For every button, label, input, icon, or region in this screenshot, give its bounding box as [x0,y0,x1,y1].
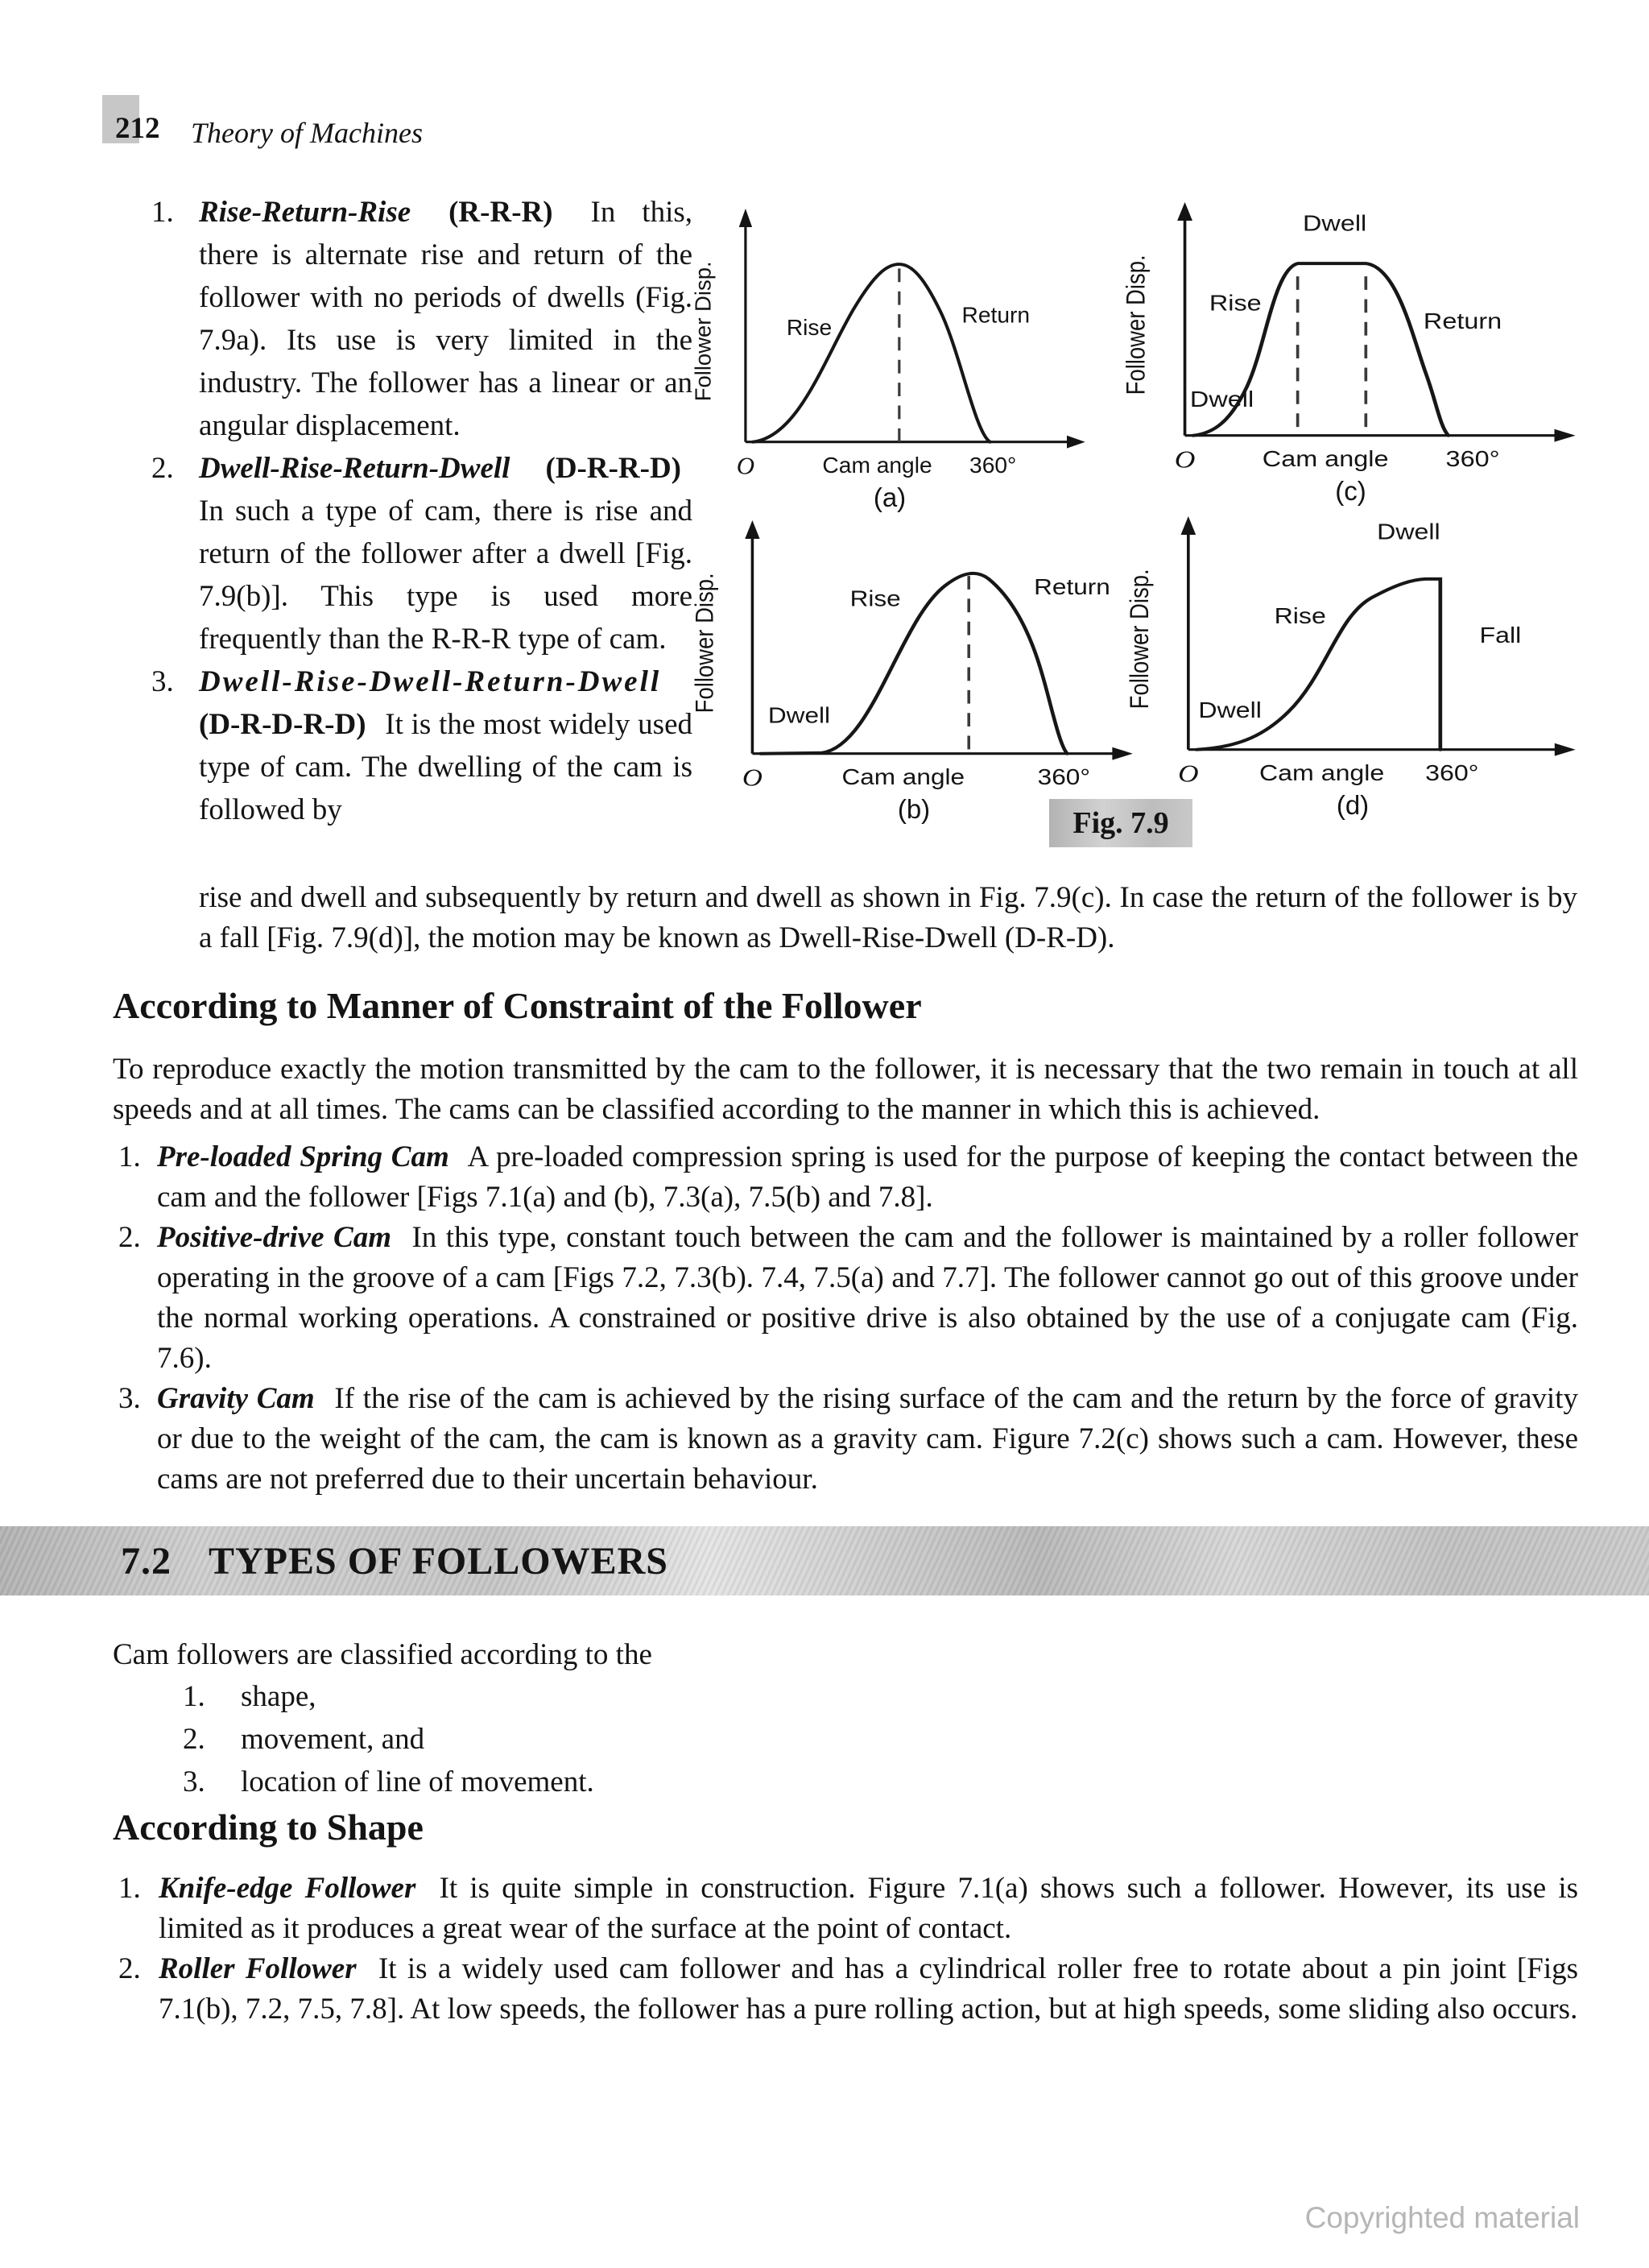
item-abbr: (R-R-R) [448,196,553,229]
cam-angle-label: Cam angle [1262,447,1389,472]
fall-label: Fall [1479,623,1522,648]
item-term: Pre-loaded Spring Cam [157,1140,449,1173]
section-number: 7.2 [121,1539,172,1583]
item-content [157,1218,1578,1379]
item-text: In this, there is alternate rise and return of the follower with no periods of dwells (Fig. 7.9a). Its use is very limited in the industry. The follower has a linear or an angular displacement. [199,196,693,442]
return-label: Return [961,303,1031,328]
page-header [102,95,585,151]
cam-angle-label: Cam angle [1259,760,1385,786]
follower-disp-label: Follower Disp. [1122,255,1151,395]
dwell-bottom-label: Dwell [1198,697,1262,723]
constraint-list [118,1137,1578,1500]
list-item [151,660,692,831]
chart-caption: (d) [1336,790,1370,820]
y-axis-arrow [739,209,752,227]
item-text: movement, and [241,1723,425,1756]
x-axis-arrow [1067,436,1085,449]
item-number: 2. [151,452,174,485]
rise-label: Rise [786,315,833,340]
item-number: 1. [151,196,174,229]
item-term: Rise-Return-Rise [199,196,411,229]
cam-type-list [151,191,692,831]
figure-caption: Fig. 7.9 [1072,806,1169,840]
dwell-top-label: Dwell [1303,211,1367,236]
chart-a [688,196,1091,513]
dwell-top-label: Dwell [1377,519,1440,544]
item-text: In such a type of cam, there is rise and return of the follower after a dwell [Fig. 7.9(b)]. This type is used more frequently than the R-R-R type of cam. [199,495,692,656]
section-banner [0,1526,1649,1595]
origin-label: O [1178,760,1199,788]
xmax-label: 360° [1445,447,1500,472]
dwell-bottom-label: Dwell [1189,387,1254,412]
cam-angle-label: Cam angle [841,764,965,790]
list-item [118,1379,1578,1500]
item-number: 2. [118,1952,141,1985]
watermark: Copyrighted material [1304,2201,1580,2234]
chart-b [688,507,1139,825]
item-number: 3. [151,665,174,698]
item-text: If the rise of the cam is achieved by the rising surface of the cam and the return by the force of gravity or due to the weight of the cam, the cam is known as a gravity cam. Figure 7.2(c) shows such a cam. However, these cams are not preferred due to their uncertain behaviour. [157,1382,1578,1496]
y-axis-arrow [745,520,759,539]
y-axis-arrow [1181,516,1196,535]
item-abbr: (D-R-D-R-D) [199,708,366,741]
follower-disp-label: Follower Disp. [1126,569,1155,710]
chart-d [1123,503,1582,821]
followers-intro: Cam followers are classified according to the [113,1638,652,1671]
xmax-label: 360° [1425,760,1479,786]
origin-label: O [742,764,763,792]
list-item [151,447,692,660]
item-text: It is a widely used cam follower and has a cylindrical roller free to rotate about a pin joint [Figs 7.1(b), 7.2, 7.5, 7.8]. At low speeds, the follower has a pure rolling action, but at high speeds, some sliding also occurs. [159,1952,1578,2026]
cam-angle-label: Cam angle [822,453,932,478]
list-item [151,191,692,447]
origin-label: O [736,452,755,480]
item-content [157,1379,1578,1500]
list-item [183,1761,594,1803]
item-content [159,1949,1578,2030]
follower-disp-label: Follower Disp. [689,261,716,402]
item-number: 3. [183,1765,205,1798]
item-number: 1. [118,1872,141,1905]
follower-disp-label: Follower Disp. [690,573,720,714]
item-content [199,660,692,831]
list-item [183,1675,594,1718]
return-label: Return [1423,309,1502,334]
list-item [118,1949,1578,2030]
item-number: 2. [183,1723,205,1756]
item-number: 1. [183,1680,205,1713]
section-heading-shape: According to Shape [113,1807,424,1848]
list-item [118,1137,1578,1218]
item-abbr: (D-R-R-D) [545,452,681,485]
item-number: 2. [118,1221,141,1254]
constraint-intro: To reproduce exactly the motion transmitted by the cam to the follower, it is necessary that the two remain in touch at all speeds and at all times. The cams can be classified according to the manner in which this is achieved. [113,1053,1578,1126]
dwell-bottom-label: Dwell [767,703,831,729]
section-banner-text [121,1539,668,1583]
classification-list [183,1675,594,1803]
item-text: In this type, constant touch between the cam and the follower is maintained by a roller follower operating in the groove of a cam [Figs 7.2, 7.3(b). 7.4, 7.5(a) and 7.7]. The follower cannot go out of this groove under the normal working operations. A constrained or positive drive is also obtained by the use of a conjugate cam (Fig. 7.6). [157,1221,1579,1375]
xmax-label: 360° [969,453,1017,478]
item-text: A pre-loaded compression spring is used for the purpose of keeping the contact between the cam and the follower [Figs 7.1(a) and (b), 7.3(a), 7.5(b) and 7.8]. [157,1140,1578,1214]
item-term: Knife-edge Follower [159,1872,416,1905]
cam-type-continuation: rise and dwell and subsequently by return and dwell as shown in Fig. 7.9(c). In case the return of the follower is by a fall [Fig. 7.9(d)], the motion may be known as Dwell-Rise-Dwell (D-R-D). [199,881,1577,954]
x-axis-arrow [1555,743,1576,756]
page-number: 212 [115,112,160,145]
item-text: location of line of movement. [241,1765,594,1798]
running-title: Theory of Machines [191,117,423,149]
item-text: shape, [241,1680,316,1713]
item-content [157,1137,1578,1218]
rise-label: Rise [849,586,901,611]
item-term: Roller Follower [159,1952,357,1985]
item-term: Dwell-Rise-Return-Dwell [199,452,510,485]
chart-caption: (b) [897,794,931,824]
section-heading-constraint: According to Manner of Constraint of the Follower [113,985,922,1026]
y-axis-arrow [1177,202,1192,221]
displacement-curve [753,264,990,442]
chart-caption: (c) [1335,476,1366,506]
item-term: Positive-drive Cam [157,1221,391,1254]
item-text: It is quite simple in construction. Figure 7.1(a) shows such a follower. However, its use is limited as it produces a great wear of the surface at the point of contact. [159,1872,1579,1945]
item-number: 3. [118,1382,141,1415]
x-axis-arrow [1555,429,1576,442]
rise-label: Rise [1209,291,1262,317]
chart-c [1119,189,1582,507]
list-item [118,1869,1578,1949]
rise-label: Rise [1274,603,1326,629]
figure-caption-box [1049,799,1192,847]
item-content [199,191,692,447]
item-term: Dwell-Rise-Dwell-Return-Dwell [199,665,662,698]
xmax-label: 360° [1037,764,1090,790]
item-text: It is the most widely used type of cam. The dwelling of the cam is followed by [199,708,692,826]
item-term: Gravity Cam [157,1382,315,1415]
return-label: Return [1034,574,1110,600]
section-title: TYPES OF FOLLOWERS [209,1539,668,1583]
chart-caption: (a) [873,482,907,512]
item-number: 1. [118,1140,141,1173]
list-item [183,1718,594,1761]
shape-list [118,1869,1578,2030]
list-item [118,1218,1578,1379]
item-content [159,1869,1578,1949]
origin-label: O [1174,446,1196,474]
item-content [199,447,692,660]
